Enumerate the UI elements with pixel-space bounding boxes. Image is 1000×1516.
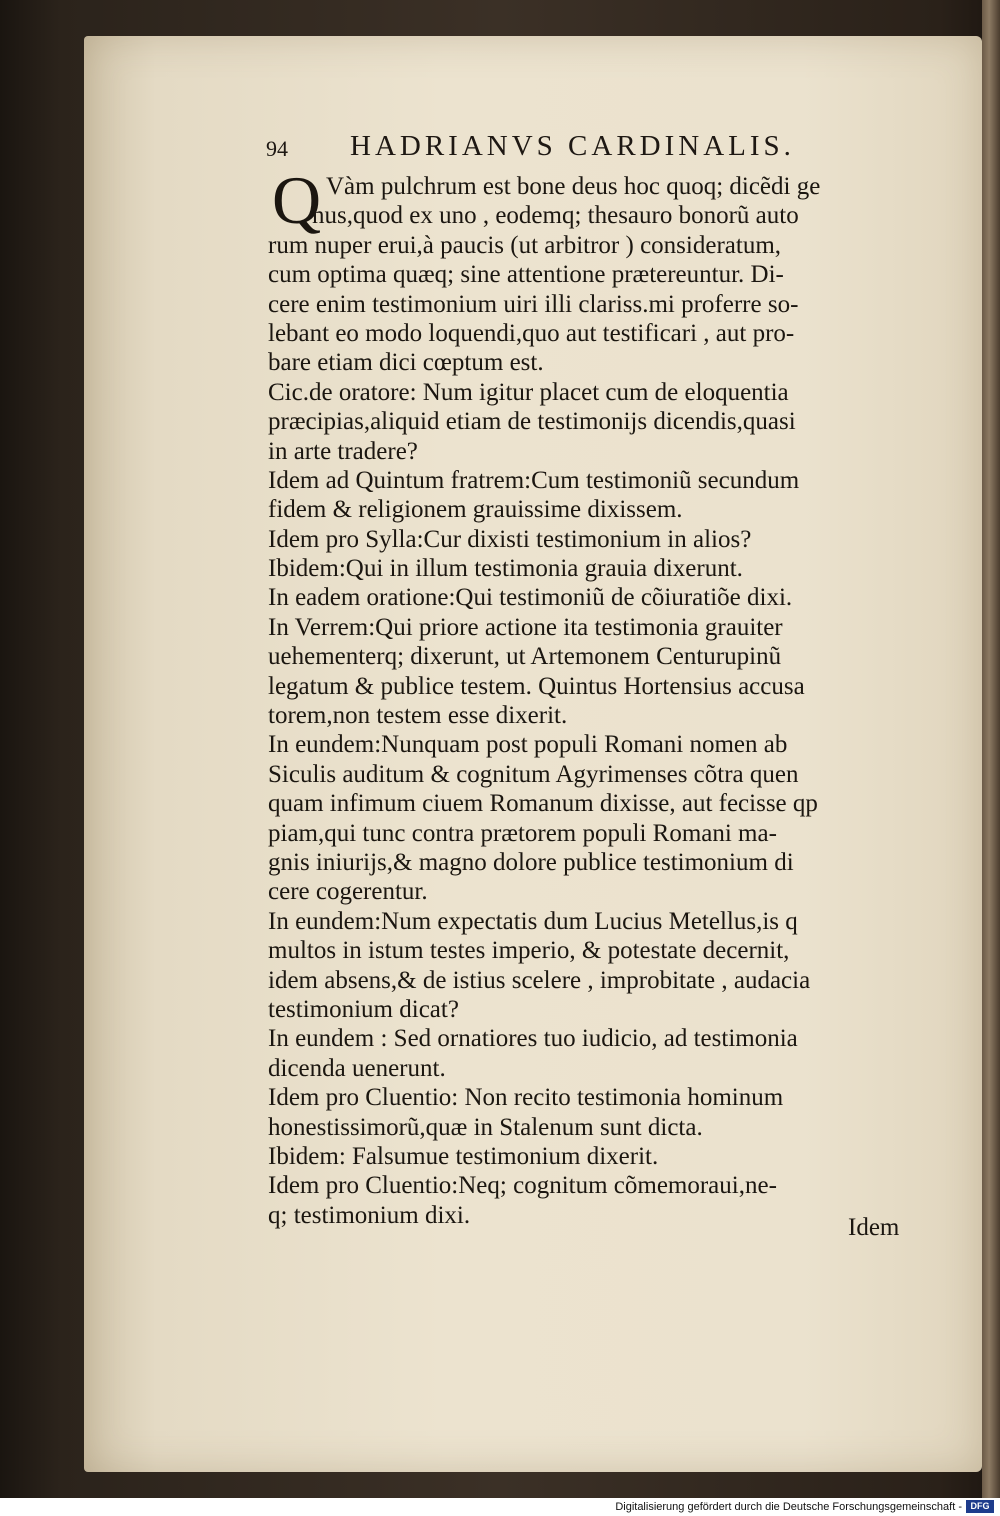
text-line: q; testimonium dixi.: [268, 1201, 471, 1229]
page-number: 94: [266, 136, 288, 161]
text-line: lebant eo modo loquendi,quo aut testificari , aut pro-: [268, 319, 795, 347]
text-line: fidem & religionem grauissime dixissem.: [268, 496, 683, 524]
text-line: Vàm pulchrum est bone deus hoc quoq; dicẽdi ge: [326, 173, 821, 200]
text-line: In Verrem:Qui priore actione ita testimonia grauiter: [268, 613, 783, 641]
drop-cap: Q: [272, 162, 322, 238]
dfg-logo: DFG: [966, 1500, 994, 1513]
text-line: Idem pro Cluentio: Non recito testimonia hominum: [268, 1084, 784, 1112]
text-line: multos in istum testes imperio, & potestate decernit,: [268, 937, 790, 965]
text-line: piam,qui tunc contra prætorem populi Romani ma-: [268, 819, 777, 847]
text-line: Cic.de oratore: Num igitur placet cum de eloquentia: [268, 378, 789, 406]
text-line: In eundem:Num expectatis dum Lucius Metellus,is q: [268, 907, 798, 935]
text-line: idem absens,& de istius scelere , improbitate , audacia: [268, 966, 811, 994]
text-line: In eundem : Sed ornatiores tuo iudicio, ad testimonia: [268, 1025, 798, 1053]
text-line: cere cogerentur.: [268, 878, 428, 906]
text-line: uehementerq; dixerunt, ut Artemonem Centurupinũ: [268, 643, 782, 671]
body-text: [268, 162, 908, 1230]
funding-credit: Digitalisierung gefördert durch die Deutsche Forschungsgemeinschaft -: [615, 1501, 962, 1513]
text-line: Idem pro Sylla:Cur dixisti testimonium in alios?: [268, 525, 752, 553]
text-line: Ibidem: Falsumue testimonium dixerit.: [268, 1142, 659, 1170]
text-line: rum nuper erui,à paucis (ut arbitror ) consideratum,: [268, 231, 782, 259]
page-header: [266, 130, 866, 170]
text-line: Idem ad Quintum fratrem:Cum testimoniũ secundum: [268, 466, 800, 494]
text-line: Siculis auditum & cognitum Agyrimenses cõtra quen: [268, 760, 799, 788]
book-edge: [982, 0, 1000, 1498]
text-line: Idem pro Cluentio:Neq; cognitum cõmemoraui,ne-: [268, 1172, 777, 1200]
running-head: HADRIANVS CARDINALIS.: [350, 130, 795, 162]
text-line: præcipias,aliquid etiam de testimonijs dicendis,quasi: [268, 408, 796, 436]
text-line: In eadem oratione:Qui testimoniũ de cõiuratiõe dixi.: [268, 584, 793, 612]
text-line: gnis iniurijs,& magno dolore publice testimonium di: [268, 848, 794, 876]
text-line: cere enim testimonium uiri illi clariss.mi proferre so-: [268, 290, 799, 318]
text-line: torem,non testem esse dixerit.: [268, 702, 568, 730]
text-line: testimonium dicat?: [268, 995, 459, 1023]
catchword: Idem: [848, 1214, 900, 1241]
text-line: in arte tradere?: [268, 437, 418, 465]
text-line: honestissimorũ,quæ in Stalenum sunt dicta.: [268, 1113, 703, 1141]
text-line: cum optima quæq; sine attentione prætereuntur. Di-: [268, 261, 784, 289]
text-line: bare etiam dici cœptum est.: [268, 349, 544, 377]
text-line: dicenda uenerunt.: [268, 1054, 446, 1082]
text-line: quam infimum ciuem Romanum dixisse, aut fecisse qp: [268, 790, 818, 818]
text-line: nus,quod ex uno , eodemq; thesauro bonorũ auto: [312, 202, 799, 230]
text-line: In eundem:Nunquam post populi Romani nomen ab: [268, 731, 788, 759]
text-line: Ibidem:Qui in illum testimonia grauia dixerunt.: [268, 555, 743, 583]
text-line: legatum & publice testem. Quintus Hortensius accusa: [268, 672, 805, 700]
